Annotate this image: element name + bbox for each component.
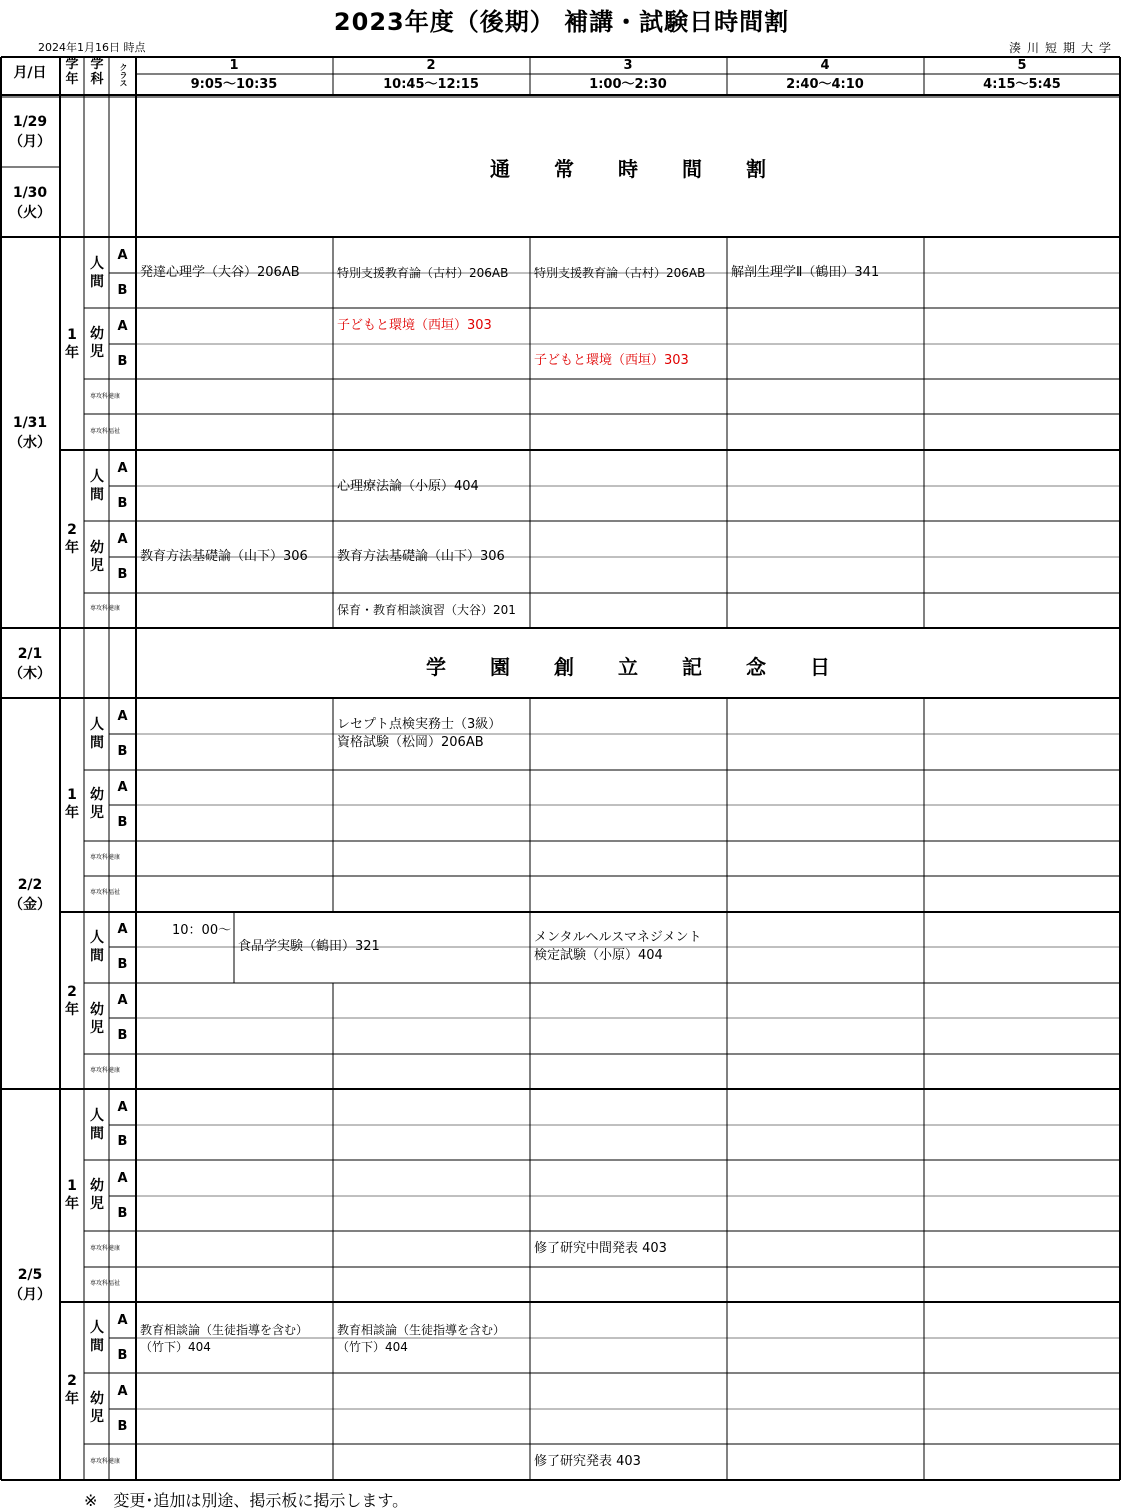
period-1-number: 1 [229,58,239,73]
class-entry-highlighted: 子どもと環境（西垣）303 [534,353,689,368]
grade-1-label: 1 年 [65,327,79,361]
date-0205: 2/5 （月） [9,1267,51,1303]
dept-ningen-label: 人 間 [90,1108,104,1142]
period-2-time: 10:45～12:15 [383,77,479,92]
class-entry: 心理療法論（小原）404 [337,479,479,494]
senkou-fukushi-label: 専攻科福祉 [90,1280,121,1287]
date-0201: 2/1 （木） [9,646,51,682]
dept-ningen-label: 人 間 [90,717,104,751]
header-dept: 学科 [90,57,104,87]
class-b-label: B [117,496,128,511]
class-b-label: B [117,1028,128,1043]
date-0202: 2/2 （金） [9,877,51,913]
exam-entry: レセプト点検実務士（3級） [337,717,502,732]
dept-ningen-label: 人 間 [90,930,104,964]
senkou-kenkou-label: 専攻科健康 [90,1245,121,1252]
senkou-fukushi-label: 専攻科福祉 [90,889,121,896]
class-entry: （竹下）404 [140,1340,211,1354]
dept-ningen-label: 人 間 [90,1320,104,1354]
class-b-label: B [117,1134,128,1149]
class-b-label: B [117,1348,128,1363]
grade-2-label: 2 年 [65,522,79,556]
period-2-number: 2 [426,58,436,73]
footnote: ※ 変更･追加は別途、掲示板に掲示します。 [84,1491,409,1510]
dept-ningen-label: 人 間 [90,256,104,290]
header-grade: 学年 [65,57,79,87]
grade-2-label: 2 年 [65,984,79,1018]
senkou-kenkou-label: 専攻科健康 [90,1067,121,1074]
senkou-kenkou-label: 専攻科健康 [90,393,121,400]
class-a-label: A [117,1313,128,1328]
class-b-label: B [117,283,128,298]
class-a-label: A [117,1384,128,1399]
senkou-kenkou-label: 専攻科健康 [90,1458,121,1465]
page-title: 2023年度（後期） 補講・試験日時間割 [333,8,790,36]
period-1-time: 9:05～10:35 [190,77,278,92]
class-entry: 教育方法基礎論（山下）306 [337,549,505,564]
class-a-label: A [117,461,128,476]
period-4-number: 4 [820,58,830,73]
class-entry: 食品学実験（鶴田）321 [238,939,380,954]
class-b-label: B [117,1206,128,1221]
class-a-label: A [117,1171,128,1186]
class-entry: （竹下）404 [337,1340,408,1354]
period-3-time: 1:00～2:30 [589,77,667,92]
senkou-fukushi-label: 専攻科福祉 [90,428,121,435]
exam-entry: 検定試験（小原）404 [534,948,663,963]
header-class: クラス [119,63,128,87]
dept-youji-label: 幼 児 [90,1178,104,1212]
class-entry: 発達心理学（大谷）206AB [140,265,300,280]
exam-entry: 資格試験（松岡）206AB [337,735,484,750]
senkou-kenkou-label: 専攻科健康 [90,854,121,861]
class-b-label: B [117,567,128,582]
class-b-label: B [117,744,128,759]
dept-youji-label: 幼 児 [90,787,104,821]
class-a-label: A [117,319,128,334]
start-time: 10：00～ [172,923,232,938]
grade-1-label: 1 年 [65,787,79,821]
class-entry: 解剖生理学Ⅱ（鶴田）341 [731,265,880,280]
dept-youji-label: 幼 児 [90,1002,104,1036]
grade-1-label: 1 年 [65,1178,79,1212]
grade-2-label: 2 年 [65,1373,79,1407]
dept-ningen-label: 人 間 [90,469,104,503]
senkou-kenkou-label: 専攻科健康 [90,605,121,612]
period-4-time: 2:40～4:10 [786,77,864,92]
class-entry: 教育相談論（生徒指導を含む） [337,1323,506,1337]
dept-youji-label: 幼 児 [90,326,104,360]
banner-normal-timetable: 通 常 時 間 割 [490,157,766,181]
class-entry: 特別支援教育論（古村）206AB [534,266,706,280]
period-5-time: 4:15～5:45 [983,77,1061,92]
as-of-date: 2024年1月16日 時点 [38,41,146,54]
class-entry: 特別支援教育論（古村）206AB [337,266,509,280]
class-entry: 保育・教育相談演習（大谷）201 [337,603,516,617]
class-entry: 教育方法基礎論（山下）306 [140,549,308,564]
period-5-number: 5 [1017,58,1027,73]
period-3-number: 3 [623,58,633,73]
presentation-entry: 修了研究中間発表 403 [534,1241,667,1256]
date-0130: 1/30 （火） [9,185,51,221]
class-b-label: B [117,1419,128,1434]
class-a-label: A [117,922,128,937]
class-b-label: B [117,354,128,369]
banner-founding-day: 学 園 創 立 記 念 日 [426,655,830,679]
exam-entry: メンタルヘルスマネジメント [534,930,702,945]
class-a-label: A [117,709,128,724]
class-a-label: A [117,1100,128,1115]
class-a-label: A [117,532,128,547]
class-a-label: A [117,993,128,1008]
header-date: 月/日 [13,65,47,81]
school-name: 湊川短期大学 [1008,41,1117,55]
class-entry: 教育相談論（生徒指導を含む） [140,1323,309,1337]
class-a-label: A [117,248,128,263]
class-b-label: B [117,957,128,972]
class-a-label: A [117,780,128,795]
class-b-label: B [117,815,128,830]
date-0129: 1/29 （月） [9,114,51,150]
dept-youji-label: 幼 児 [90,540,104,574]
dept-youji-label: 幼 児 [90,1391,104,1425]
date-0131: 1/31 （水） [9,415,51,451]
class-entry-highlighted: 子どもと環境（西垣）303 [337,318,492,333]
presentation-entry: 修了研究発表 403 [534,1454,641,1469]
